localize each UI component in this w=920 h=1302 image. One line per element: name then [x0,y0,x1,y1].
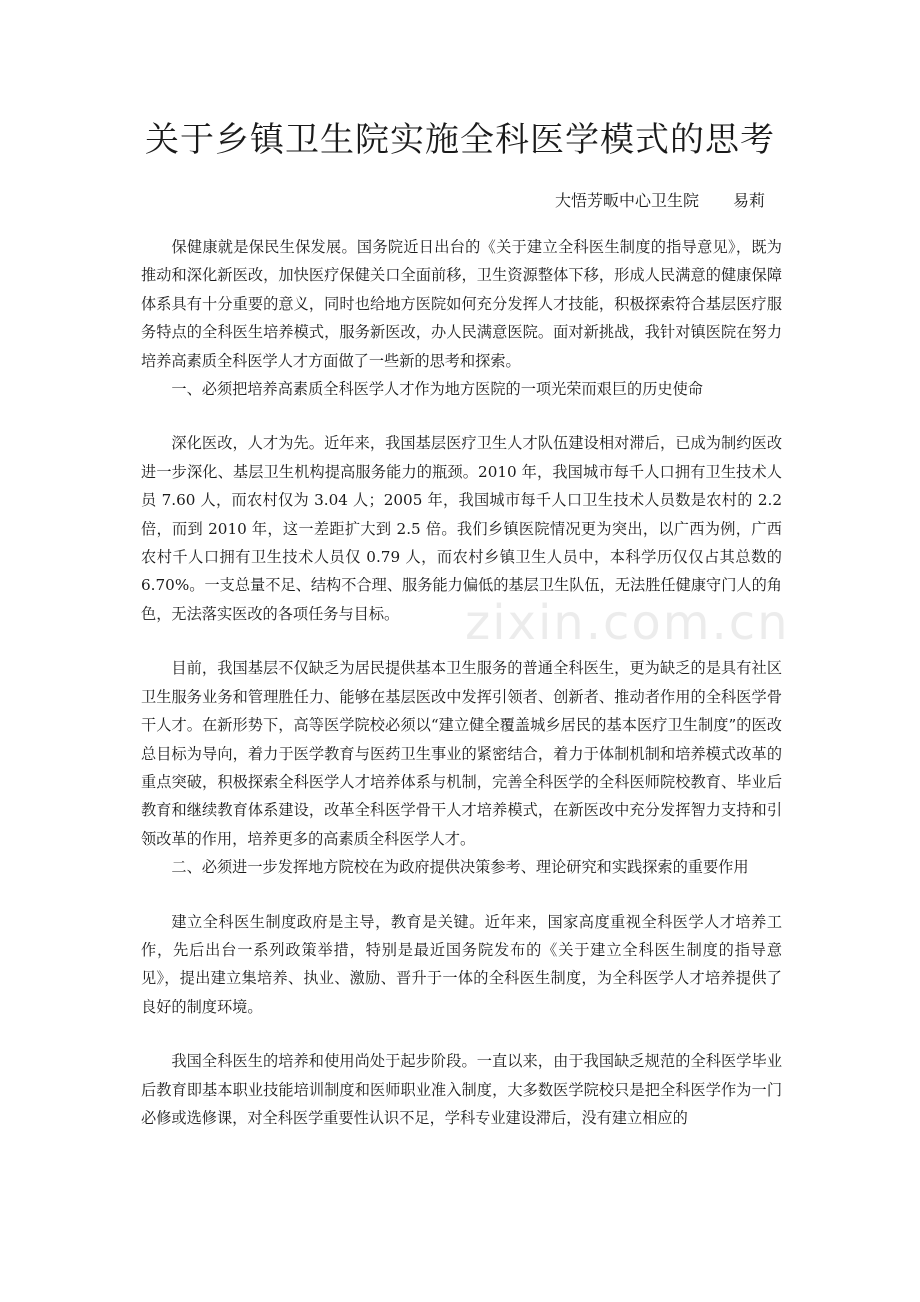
paragraph: 建立全科医生制度政府是主导，教育是关键。近年来，国家高度重视全科医学人才培养工作，先后出台一系列政策举措，特别是最近国务院发布的《关于建立全科医生制度的指导意见》，提出建立集培养、执业、激励、晋升于一体的全科医生制度，为全科医学人才培养提供了良好的制度环境。 [141,912,782,1016]
paragraph-intro: 保健康就是保民生保发展。国务院近日出台的《关于建立全科医生制度的指导意见》，既为推动和深化新医改，加快医疗保健关口全面前移，卫生资源整体下移，形成人民满意的健康保障体系具有十分重要的意义，同时也给地方医院如何充分发挥人才技能，积极探索符合基层医疗服务特点的全科医生培养模式，服务新医改，办人民满意医院。面对新挑战，我针对镇医院在努力培养高素质全科医学人才方面做了一些新的思考和探索。 [141,238,782,370]
section-heading-1: 一、必须把培养高素质全科医学人才作为地方医院的一项光荣而艰巨的历史使命 [171,380,703,399]
author-organization: 大悟芳畈中心卫生院 [554,191,699,210]
document-title: 关于乡镇卫生院实施全科医学模式的思考 [145,120,775,160]
section-heading-2: 二、必须进一步发挥地方院校在为政府提供决策参考、理论研究和实践探索的重要作用 [171,858,749,877]
document-body [141,233,782,1132]
author-name: 易莉 [732,191,765,210]
paragraph: 深化医改，人才为先。近年来，我国基层医疗卫生人才队伍建设相对滞后，已成为制约医改进一步深化、基层卫生机构提高服务能力的瓶颈。2010 年，我国城市每千人口拥有卫生技术人员 7.60 人，而农村仅为 3.04 人；2005 年，我国城市每千人口卫生技术人员数是农村的 2.2 倍，而到 2010 年，这一差距扩大到 2.5 倍。我们乡镇医院情况更为突出，以广西为例，广西农村千人口拥有卫生技术人员仅 0.79 人，而农村乡镇卫生人员中，本科学历仅仅占其总数的 6.70%。一支总量不足、结构不合理、服务能力偏低的基层卫生队伍，无法胜任健康守门人的角色，无法落实医改的各项任务与目标。 [141,434,782,623]
paragraph: 我国全科医生的培养和使用尚处于起步阶段。一直以来，由于我国缺乏规范的全科医学毕业后教育即基本职业技能培训制度和医师职业准入制度，大多数医学院校只是把全科医学作为一门必修或选修课，对全科医学重要性认识不足，学科专业建设滞后，没有建立相应的 [141,1052,782,1127]
paragraph: 目前，我国基层不仅缺乏为居民提供基本卫生服务的普通全科医生，更为缺乏的是具有社区卫生服务业务和管理胜任力、能够在基层医改中发挥引领者、创新者、推动者作用的全科医学骨干人才。在新形势下，高等医学院校必须以“建立健全覆盖城乡居民的基本医疗卫生制度”的医改总目标为导向，着力于医学教育与医药卫生事业的紧密结合，着力于体制机制和培养模式改革的重点突破，积极探索全科医学人才培养体系与机制，完善全科医学的全科医师院校教育、毕业后教育和继续教育体系建设，改革全科医学骨干人才培养模式，在新医改中充分发挥智力支持和引领改革的作用，培养更多的高素质全科医学人才。 [141,659,782,848]
watermark-text: zixin.com.cn [465,595,790,651]
author-byline [555,188,765,211]
